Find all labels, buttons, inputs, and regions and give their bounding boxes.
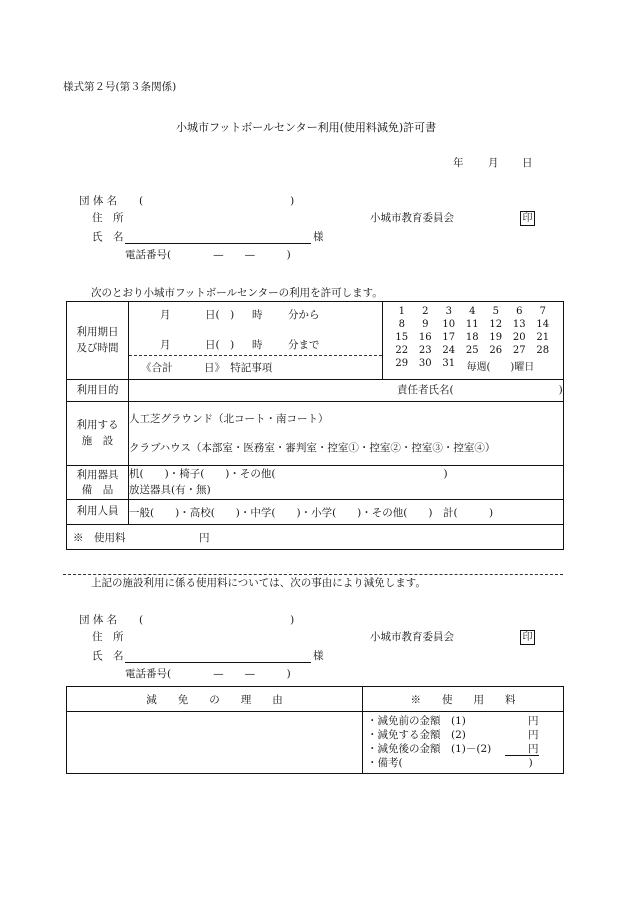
- phone-field[interactable]: 電話番号( — — ): [125, 249, 291, 261]
- group-name-label: 団 体 名: [79, 195, 118, 207]
- calendar-day[interactable]: 3: [445, 306, 452, 317]
- equipment-items[interactable]: 机( )・椅子( )・その他( ): [129, 468, 448, 481]
- section-divider: [63, 574, 563, 575]
- calendar-day[interactable]: 2: [422, 306, 429, 317]
- after-amount-label: ・減免後の金額 (1)－(2): [367, 743, 492, 755]
- fee-header: ※ 使 用 料: [363, 687, 564, 712]
- calendar-day[interactable]: 14: [536, 319, 550, 330]
- calendar-day[interactable]: 7: [539, 306, 546, 317]
- calendar-day[interactable]: 13: [512, 319, 526, 330]
- page-title: 小城市フットボールセンター利用(使用料減免)許可書: [176, 121, 437, 134]
- reduction-amount-unit[interactable]: 円: [528, 729, 539, 741]
- period-divider: [129, 355, 382, 356]
- issuer-name: 小城市教育委員会: [370, 212, 454, 224]
- calendar-day[interactable]: 18: [465, 332, 479, 343]
- name-suffix: 様: [313, 231, 324, 243]
- purpose-label: 利用目的: [67, 380, 129, 402]
- facility-ground[interactable]: 人工芝グラウンド（北コート・南コート）: [129, 413, 329, 425]
- issuer-name-2: 小城市教育委員会: [370, 631, 454, 643]
- period-label: 利用期日 及び時間: [67, 302, 129, 380]
- exemption-intro: 上記の施設利用に係る使用料については、次の事由により減免します。: [91, 577, 426, 589]
- calendar-day[interactable]: 31: [442, 358, 456, 369]
- calendar-grid[interactable]: [383, 302, 563, 373]
- after-amount-unit: 円: [528, 743, 539, 755]
- period-cell[interactable]: 月 日( ) 時 分から 月 日( ) 時 分まで 《合計 日》 特記事項: [129, 302, 383, 380]
- calendar-day[interactable]: 29: [395, 358, 409, 369]
- seal-icon: 印: [520, 211, 535, 226]
- phone-field-2[interactable]: 電話番号( — — ): [125, 668, 291, 680]
- weekly-day-field[interactable]: 毎週( )曜日: [466, 362, 535, 373]
- calendar-day[interactable]: 15: [395, 332, 409, 343]
- permit-intro: 次のとおり小城市フットボールセンターの利用を許可します。: [91, 287, 383, 299]
- purpose-cell[interactable]: [129, 380, 564, 402]
- calendar-day[interactable]: 8: [398, 319, 405, 330]
- remarks-field[interactable]: ・備考( ): [367, 757, 533, 769]
- responsible-name[interactable]: 責任者氏名( ): [397, 384, 563, 396]
- calendar-day[interactable]: 30: [418, 358, 432, 369]
- calendar-day[interactable]: 26: [489, 345, 503, 356]
- after-amount-line[interactable]: [505, 755, 539, 756]
- calendar-day[interactable]: 25: [465, 345, 479, 356]
- calendar-day[interactable]: 16: [418, 332, 432, 343]
- before-amount-label: ・減免前の金額 (1): [367, 715, 466, 727]
- calendar-day[interactable]: 21: [536, 332, 550, 343]
- calendar-day[interactable]: 10: [442, 319, 456, 330]
- calendar-day[interactable]: 1: [398, 306, 405, 317]
- reason-cell[interactable]: [67, 712, 363, 774]
- facility-label: 利用する 施 設: [67, 402, 129, 466]
- name-field-line-2[interactable]: [125, 662, 311, 663]
- calendar-day[interactable]: 22: [395, 345, 409, 356]
- calendar-day[interactable]: 12: [489, 319, 503, 330]
- name-label-2: 氏 名: [92, 650, 124, 662]
- total-days: 《合計 日》 特記事項: [141, 362, 273, 374]
- people-label: 利用人員: [67, 500, 129, 525]
- group-name-field[interactable]: ( ): [139, 195, 295, 207]
- exemption-table: [66, 686, 564, 774]
- calendar-day[interactable]: 27: [512, 345, 526, 356]
- before-amount-unit[interactable]: 円: [528, 715, 539, 727]
- name-suffix-2: 様: [313, 650, 324, 662]
- calendar-day[interactable]: 5: [492, 306, 499, 317]
- calendar-day[interactable]: 9: [422, 319, 429, 330]
- address-label: 住 所: [92, 212, 124, 224]
- seal-icon-2: 印: [520, 630, 535, 645]
- calendar-day[interactable]: 17: [442, 332, 456, 343]
- calendar-day[interactable]: 11: [465, 319, 479, 330]
- calendar-day[interactable]: 23: [418, 345, 432, 356]
- calendar-day[interactable]: 6: [516, 306, 523, 317]
- facility-cell[interactable]: [129, 402, 564, 466]
- calendar-cell: [383, 302, 564, 380]
- reduction-amount-label: ・減免する金額 (2): [367, 729, 466, 741]
- reason-header: 減 免 の 理 由: [67, 687, 363, 712]
- calendar-day[interactable]: 20: [512, 332, 526, 343]
- people-cell[interactable]: 一般( )・高校( )・中学( )・小学( )・その他( ) 計( ): [129, 500, 564, 525]
- facility-clubhouse[interactable]: クラブハウス（本部室・医務室・審判室・控室①・控室②・控室③・控室④）: [129, 441, 496, 454]
- group-name-label-2: 団 体 名: [79, 614, 118, 626]
- address-label-2: 住 所: [92, 631, 124, 643]
- calendar-day[interactable]: 4: [469, 306, 476, 317]
- fee-row[interactable]: ※ 使用料 円: [67, 525, 564, 550]
- form-number: 様式第２号(第３条関係): [63, 81, 177, 93]
- group-name-field-2[interactable]: ( ): [139, 614, 295, 626]
- equipment-label: 利用器具 備 品: [67, 466, 129, 500]
- date-day-label: 日: [522, 157, 533, 169]
- name-label: 氏 名: [92, 231, 124, 243]
- date-month-label: 月: [488, 157, 499, 169]
- calendar-day[interactable]: 28: [536, 345, 550, 356]
- broadcast-equipment[interactable]: 放送器具(有・無): [129, 483, 211, 496]
- name-field-line[interactable]: [125, 243, 311, 244]
- usage-table: [66, 301, 564, 550]
- date-year-label: 年: [453, 157, 464, 169]
- calendar-day[interactable]: 24: [442, 345, 456, 356]
- calendar-day[interactable]: 19: [489, 332, 503, 343]
- equipment-cell[interactable]: [129, 466, 564, 500]
- fee-detail-cell: [363, 712, 564, 774]
